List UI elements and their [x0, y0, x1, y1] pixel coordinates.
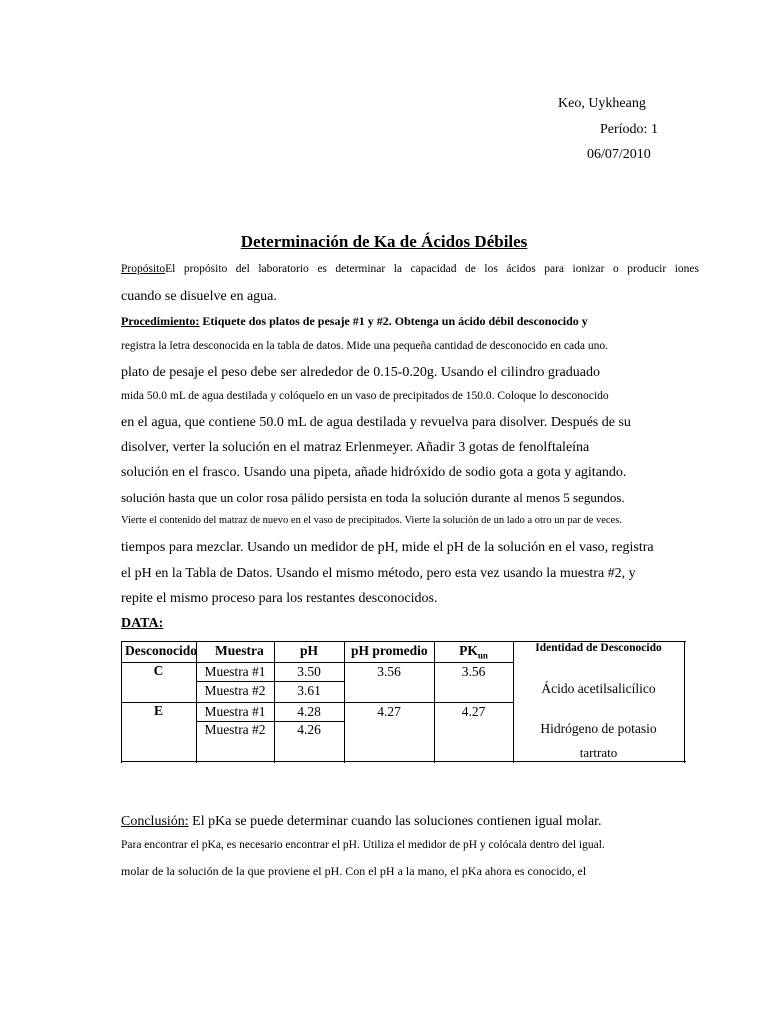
sample-cell: Muestra #1: [204, 704, 266, 719]
procedure-line: mida 50.0 mL de agua destilada y colóquelo en un vaso de precipitados de 150.0. Coloque lo desconocido: [121, 390, 609, 402]
ph-average-cell: 4.27: [377, 704, 401, 719]
procedure-line: disolver, verter la solución en el matraz Erlenmeyer. Añadir 3 gotas de fenolftaleína: [121, 440, 590, 455]
ph-cell: 4.26: [297, 722, 321, 737]
procedure-line: plato de pesaje el peso debe ser alrededor de 0.15-0.20g. Usando el cilindro graduado: [121, 365, 600, 380]
student-name: Keo, Uykheang: [558, 96, 646, 111]
date: 06/07/2010: [587, 147, 651, 162]
procedure-line: solución en el frasco. Usando una pipeta, añade hidróxido de sodio gota a gota y agitando.: [121, 465, 627, 480]
procedure-line: repite el mismo proceso para los restantes desconocidos.: [121, 591, 438, 606]
period: Período: 1: [600, 122, 658, 137]
purpose-line-2: cuando se disuelve en agua.: [121, 289, 277, 304]
ph-average-cell: 3.56: [377, 664, 401, 679]
purpose-text: El propósito del laboratorio es determinar la capacidad de los ácidos para ionizar o producir iones: [165, 263, 699, 275]
conclusion-line-2: Para encontrar el pKa, es necesario encontrar el pH. Utiliza el medidor de pH y colócala dentro del igual.: [121, 839, 605, 851]
unknown-letter: E: [153, 703, 163, 718]
conclusion-line-3: molar de la solución de la que proviene el pH. Con el pH a la mano, el pKa ahora es conocido, el: [121, 864, 587, 878]
procedure-line: registra la letra desconocida en la tabla de datos. Mide una pequeña cantidad de desconocido en cada uno.: [121, 340, 608, 352]
data-table: [121, 641, 686, 763]
procedure-label: Procedimiento:: [121, 314, 200, 328]
header-ph-average: pH promedio: [351, 643, 428, 658]
document-title: Determinación de Ka de Ácidos Débiles: [240, 232, 528, 251]
sample-cell: Muestra #2: [204, 683, 266, 698]
ph-cell: 3.50: [297, 664, 321, 679]
header-sample: Muestra: [215, 643, 264, 658]
header-ph: pH: [299, 643, 318, 658]
identity-cell: tartrato: [579, 745, 618, 760]
pka-cell: 3.56: [461, 664, 486, 679]
procedure-line: Vierte el contenido del matraz de nuevo en el vaso de precipitados. Vierte la solución de un lado a otro un par de veces.: [121, 515, 622, 526]
header-pka: $PK_{un}$: [459, 643, 488, 661]
conclusion-label: Conclusión:: [121, 814, 189, 829]
pka-cell: 4.27: [461, 704, 486, 719]
procedure-line: solución hasta que un color rosa pálido persista en toda la solución durante al menos 5 segundos.: [121, 490, 625, 505]
data-label: DATA:: [121, 616, 164, 631]
ph-cell: 4.28: [297, 704, 321, 719]
identity-cell: Hidrógeno de potasio: [540, 721, 657, 736]
procedure-line: en el agua, que contiene 50.0 mL de agua destilada y revuelva para disolver. Después de su: [121, 415, 631, 430]
header-unknown: Desconocido: [125, 643, 197, 658]
purpose-line-1: [121, 263, 699, 275]
header-identity: Identidad de Desconocido: [535, 642, 662, 654]
sample-cell: Muestra #2: [204, 722, 266, 737]
purpose-label: Propósito: [121, 263, 166, 275]
identity-cell: Ácido acetilsalicílico: [541, 681, 656, 696]
sample-cell: Muestra #1: [204, 664, 266, 679]
unknown-letter: C: [153, 663, 164, 678]
procedure-line: el pH en la Tabla de Datos. Usando el mismo método, pero esta vez usando la muestra #2, y: [121, 566, 636, 581]
procedure-line: tiempos para mezclar. Usando un medidor de pH, mide el pH de la solución en el vaso, registra: [121, 540, 654, 555]
ph-cell: 3.61: [297, 683, 321, 698]
procedure-line-1: Procedimiento: Etiquete dos platos de pesaje #1 y #2. Obtenga un ácido débil desconocido y: [121, 314, 588, 328]
conclusion-line-1: Conclusión: El pKa se puede determinar cuando las soluciones contienen igual molar.: [121, 814, 602, 829]
